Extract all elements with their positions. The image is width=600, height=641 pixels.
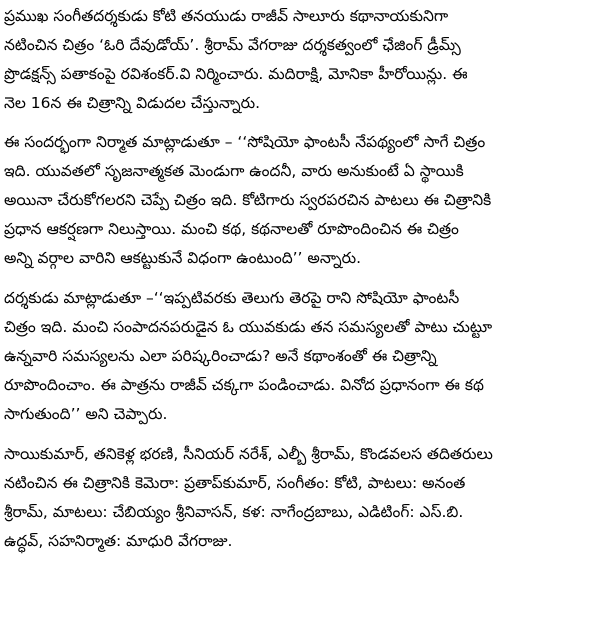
text-line: ఈ సందర్భంగా నిర్మాత మాట్లాడుతూ – ‘‘సోషియో ఫాంటసీ నేపథ్యంలో సాగే చిత్రం xyxy=(4,133,486,151)
text-line: సాయికుమార్, తనికెళ్ల భరణి, సీనియర్ నరేశ్, ఎల్బీ శ్రీరామ్, కొండవలస తదితరులు xyxy=(4,445,493,463)
text-line: సాగుతుంది’’ అని చెప్పారు. xyxy=(4,405,168,423)
text-line: నెల 16న ఈ చిత్రాన్ని విడుదల చేస్తున్నారు. xyxy=(4,94,261,112)
text-line: ప్రధాన ఆకర్షణగా నిలుస్తాయి. మంచి కథ, కథనాలతో రూపొందించిన ఈ చిత్రం xyxy=(4,220,459,238)
text-line: నటించిన చిత్రం ‘ఓరి దేవుడోయ్’. శ్రీరామ్ వేగరాజు దర్శకత్వంలో ఛేజింగ్ డ్రీమ్స్ xyxy=(4,36,461,54)
paragraph-intro xyxy=(4,2,596,118)
article-body xyxy=(4,0,596,556)
text-line: ప్రొడక్షన్స్ పతాకంపై రవిశంకర్.వి నిర్మించారు. మదిరాక్షి, మోనికా హీరోయిన్లు. ఈ xyxy=(4,65,468,83)
text-line: ఉద్ధవ్, సహనిర్మాత: మాధురి వేగరాజు. xyxy=(4,532,233,550)
text-line: అన్ని వర్గాల వారిని ఆకట్టుకునే విధంగా ఉంటుంది’’ అన్నారు. xyxy=(4,249,362,267)
text-line: శ్రీరామ్, మాటలు: చేబియ్యం శ్రీనివాసన్, కళ: నాగేంద్రబాబు, ఎడిటింగ్: ఎస్.బి. xyxy=(4,503,464,521)
text-line: ఉన్నవారి సమస్యలను ఎలా పరిష్కరించాడు? అనే కథాంశంతో ఈ చిత్రాన్ని xyxy=(4,347,437,365)
paragraph-credits xyxy=(4,440,596,556)
text-line: దర్శకుడు మాట్లాడుతూ –‘‘ఇప్పటివరకు తెలుగు తెరపై రాని సోషియో ఫాంటసీ xyxy=(4,289,460,307)
paragraph-director-quote xyxy=(4,284,596,429)
text-line: ప్రముఖ సంగీతదర్శకుడు కోటి తనయుడు రాజీవ్ సాలూరు కథానాయకునిగా xyxy=(4,7,449,25)
text-line: రూపొందించాం. ఈ పాత్రను రాజీవ్ చక్కగా పండించాడు. వినోద ప్రధానంగా ఈ కథ xyxy=(4,376,484,394)
text-line: అయినా చేరుకోగలరని చెప్పే చిత్రం ఇది. కోటిగారు స్వరపరచిన పాటలు ఈ చిత్రానికి xyxy=(4,191,492,209)
text-line: నటించిన ఈ చిత్రానికి కెమెరా: ప్రతాప్‌కుమార్, సంగీతం: కోటి, పాటలు: అనంత xyxy=(4,474,466,492)
text-line: ఇది. యువతలో సృజనాత్మకత మెండుగా ఉందనీ, వారు అనుకుంటే ఏ స్థాయికి xyxy=(4,162,464,180)
paragraph-producer-quote xyxy=(4,128,596,273)
text-line: చిత్రం ఇది. మంచి సంపాదనపరుడైన ఓ యువకుడు తన సమస్యలతో పాటు చుట్టూ xyxy=(4,318,493,336)
